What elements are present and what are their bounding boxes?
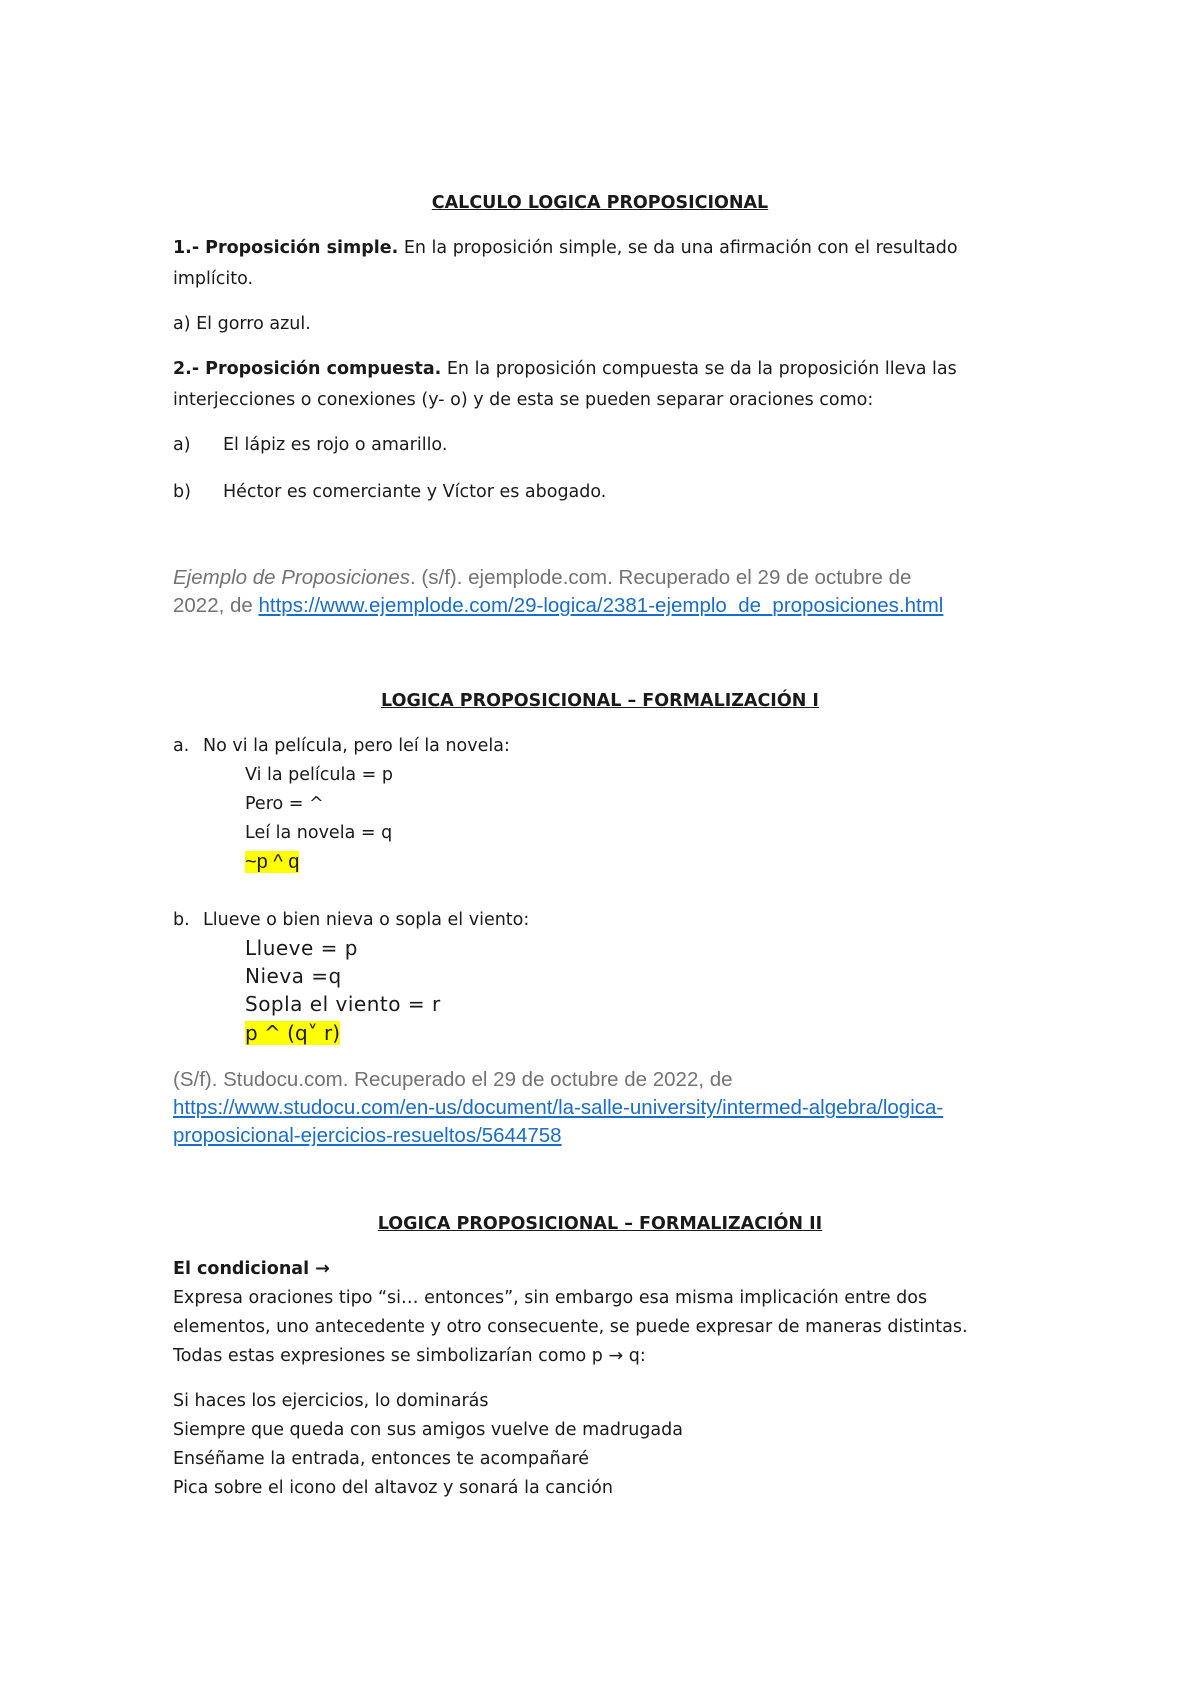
formalization-line: Pero = ^: [245, 794, 324, 814]
exercise-b: [173, 908, 529, 932]
exercise-marker: b.: [173, 910, 190, 930]
citation-link-studocu-cont[interactable]: proposicional-ejercicios-resueltos/5644758: [173, 1124, 562, 1147]
exercise-a: [173, 734, 510, 758]
label-proposicion-simple: 1.- Proposición simple.: [173, 238, 399, 258]
text-proposicion-simple-cont: implícito.: [173, 269, 254, 289]
paragraph-line: Expresa oraciones tipo “si… entonces”, sin embargo esa misma implicación entre dos: [173, 1288, 928, 1308]
citation-2: (S/f). Studocu.com. Recuperado el 29 de octubre de 2022, de: [173, 1068, 733, 1091]
subtitle-condicional: El condicional →: [173, 1259, 330, 1279]
paragraph-line: elementos, uno antecedente y otro consecuente, se puede expresar de maneras distintas.: [173, 1317, 968, 1337]
example-line: Si haces los ejercicios, lo dominarás: [173, 1391, 489, 1411]
example-line: Enséñame la entrada, entonces te acompañaré: [173, 1449, 590, 1469]
text-proposicion-compuesta: En la proposición compuesta se da la proposición lleva las: [441, 359, 957, 379]
list-item-text: Héctor es comerciante y Víctor es abogado.: [223, 482, 607, 502]
exercise-marker: a.: [173, 736, 190, 756]
list-item-text: El lápiz es rojo o amarillo.: [223, 435, 448, 455]
formalization-line: Nieva =q: [245, 964, 342, 988]
citation-link-ejemplode[interactable]: https://www.ejemplode.com/29-logica/2381-ejemplo_de_proposiciones.html: [258, 594, 944, 617]
list-marker: a): [173, 435, 191, 455]
example-simple: a) El gorro azul.: [173, 314, 311, 334]
formalization-line: Sopla el viento = r: [245, 992, 441, 1016]
citation-text: . (s/f). ejemplode.com. Recuperado el 29 de octubre de: [410, 566, 912, 589]
citation-2-link-line: [173, 1094, 943, 1122]
paragraph-line: Todas estas expresiones se simbolizarían como p → q:: [173, 1346, 646, 1366]
formalization-line: Vi la película = p: [245, 765, 393, 785]
exercise-text: Llueve o bien nieva o sopla el viento:: [203, 910, 530, 930]
example-line: Siempre que queda con sus amigos vuelve de madrugada: [173, 1420, 683, 1440]
exercise-text: No vi la película, pero leí la novela:: [203, 736, 510, 756]
highlighted-formula: ~p ^ q: [245, 851, 300, 873]
citation-2-link-line-cont: [173, 1122, 562, 1150]
example-line: Pica sobre el icono del altavoz y sonará la canción: [173, 1478, 613, 1498]
formalization-line: Leí la novela = q: [245, 823, 393, 843]
list-marker: b): [173, 482, 191, 502]
paragraph-proposicion-simple: [173, 236, 958, 260]
text-proposicion-simple: En la proposición simple, se da una afirmación con el resultado: [398, 238, 958, 258]
text-proposicion-compuesta-cont: interjecciones o conexiones (y- o) y de esta se pueden separar oraciones como:: [173, 390, 874, 410]
citation-prefix: 2022, de: [173, 594, 259, 617]
paragraph-proposicion-compuesta: [173, 357, 957, 381]
section-title-1: CALCULO LOGICA PROPOSICIONAL: [431, 193, 769, 213]
list-item-compuesta-b: [173, 480, 606, 504]
section-title-2: LOGICA PROPOSICIONAL – FORMALIZACIÓN I: [381, 691, 819, 711]
formula-b: [245, 1020, 340, 1046]
formalization-line: Llueve = p: [245, 936, 358, 960]
label-proposicion-compuesta: 2.- Proposición compuesta.: [173, 359, 442, 379]
citation-title: Ejemplo de Proposiciones: [173, 566, 411, 589]
citation-1-cont: [173, 592, 943, 620]
highlighted-formula: p ^ (q˅ r): [245, 1021, 341, 1045]
citation-1: [173, 564, 911, 592]
section-title-3: LOGICA PROPOSICIONAL – FORMALIZACIÓN II: [377, 1214, 823, 1234]
list-item-compuesta-a: [173, 433, 447, 457]
citation-link-studocu[interactable]: https://www.studocu.com/en-us/document/la-salle-university/intermed-algebra/logica-: [173, 1096, 944, 1119]
formula-a: [245, 849, 299, 875]
